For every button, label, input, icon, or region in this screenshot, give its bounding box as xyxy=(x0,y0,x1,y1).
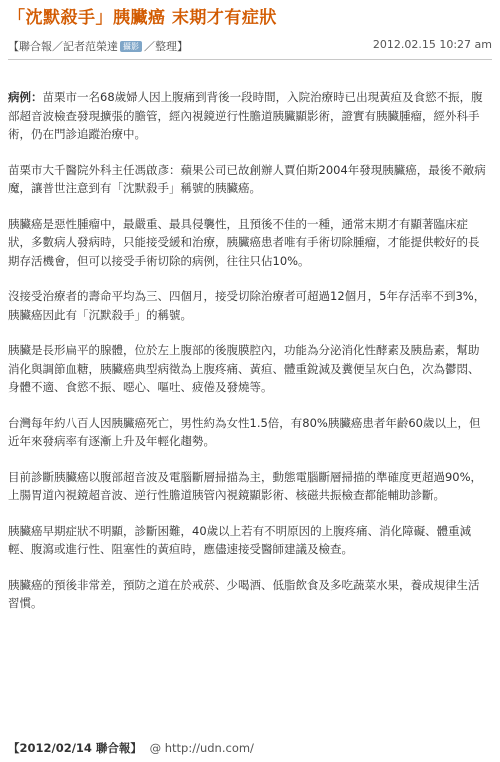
article-paragraph xyxy=(8,414,488,451)
article-paragraph xyxy=(8,576,488,613)
article-paragraph xyxy=(8,161,488,198)
paragraph-text: 台灣每年約八百人因胰臟癌死亡，男性約為女性1.5倍，有80%胰臟癌患者年齡60歲以上，但近年來發病率有逐漸上升及年輕化趨勢。 xyxy=(8,415,481,448)
byline-source-prefix: 【聯合報／記者范榮達 xyxy=(8,40,118,53)
publish-datetime: 2012.02.15 10:27 am xyxy=(372,38,492,51)
paragraph-text: 苗栗市一名68歲婦人因上腹痛到背後一段時間，入院治療時已出現黃疸及食慾不振，腹部超音波檢查發現擴張的膽管，經內視鏡逆行性膽道胰臟顯影術，證實有胰臟腫瘤，經外科手術，仍在門診追蹤治療中。 xyxy=(8,90,483,141)
article-footer xyxy=(8,740,254,756)
footer-source: 【2012/02/14 聯合報】 xyxy=(8,741,142,755)
article-headline: 「沈默殺手」胰臟癌 末期才有症狀 xyxy=(8,8,277,28)
byline-source xyxy=(8,38,188,54)
paragraph-text: 苗栗市大千醫院外科主任馮啟彥：蘋果公司已故創辦人賈伯斯2004年發現胰臟癌，最後不敵病魔，讓普世注意到有「沈默殺手」稱號的胰臟癌。 xyxy=(8,162,486,195)
byline xyxy=(8,38,492,56)
paragraph-text: 胰臟癌是惡性腫瘤中，最嚴重、最具侵襲性，且預後不佳的一種，通常末期才有顯著臨床症狀，多數病人發病時，只能接受緩和治療，胰臟癌患者唯有手術切除腫瘤，才能提供較好的長期存活機會，但可以接受手術切除的病例，往往只佔10%。 xyxy=(8,216,480,268)
article-paragraph xyxy=(8,341,488,397)
article-paragraph xyxy=(8,215,488,271)
paragraph-text: 沒接受治療者的壽命平均為三、四個月，接受切除治療者可超過12個月，5年存活率不到3%，胰臟癌因此有「沉默殺手」的稱號。 xyxy=(8,289,486,322)
article-paragraph xyxy=(8,88,488,144)
header-divider xyxy=(8,59,492,60)
article-body xyxy=(8,88,488,630)
paragraph-text: 胰臟是長形扁平的腺體，位於左上腹部的後腹膜腔內，功能為分泌消化性酵素及胰島素，幫助消化與調節血糖，胰臟癌典型病徵為上腹疼痛、黃疸、體重銳減及糞便呈灰白色，次為鬱悶、身體不適、食慾不振、噁心、嘔吐、疲倦及發燒等。 xyxy=(8,343,480,394)
article-paragraph xyxy=(8,522,488,559)
paragraph-text: 胰臟癌的預後非常差，預防之道在於戒菸、少喝酒、低脂飲食及多吃蔬菜水果，養成規律生活習慣。 xyxy=(8,577,480,610)
paragraph-text: 目前診斷胰臟癌以腹部超音波及電腦斷層掃描為主，動態電腦斷層掃描的準確度更超過90%，上腸胃道內視鏡超音波、逆行性膽道胰管內視鏡顯影術、核磁共振檢查都能輔助診斷。 xyxy=(8,469,483,502)
paragraph-lead: 病例： xyxy=(8,90,43,104)
footer-link[interactable]: @ http://udn.com/ xyxy=(149,741,254,755)
byline-source-suffix: ／整理】 xyxy=(144,40,188,53)
photo-badge: 攝影 xyxy=(120,41,142,52)
article-paragraph xyxy=(8,468,488,505)
paragraph-text: 胰臟癌早期症狀不明顯，診斷困難，40歲以上若有不明原因的上腹疼痛、消化障礙、體重減輕、腹瀉或進行性、阻塞性的黃疸時，應儘速接受醫師建議及檢查。 xyxy=(8,523,472,556)
article-paragraph xyxy=(8,287,488,324)
